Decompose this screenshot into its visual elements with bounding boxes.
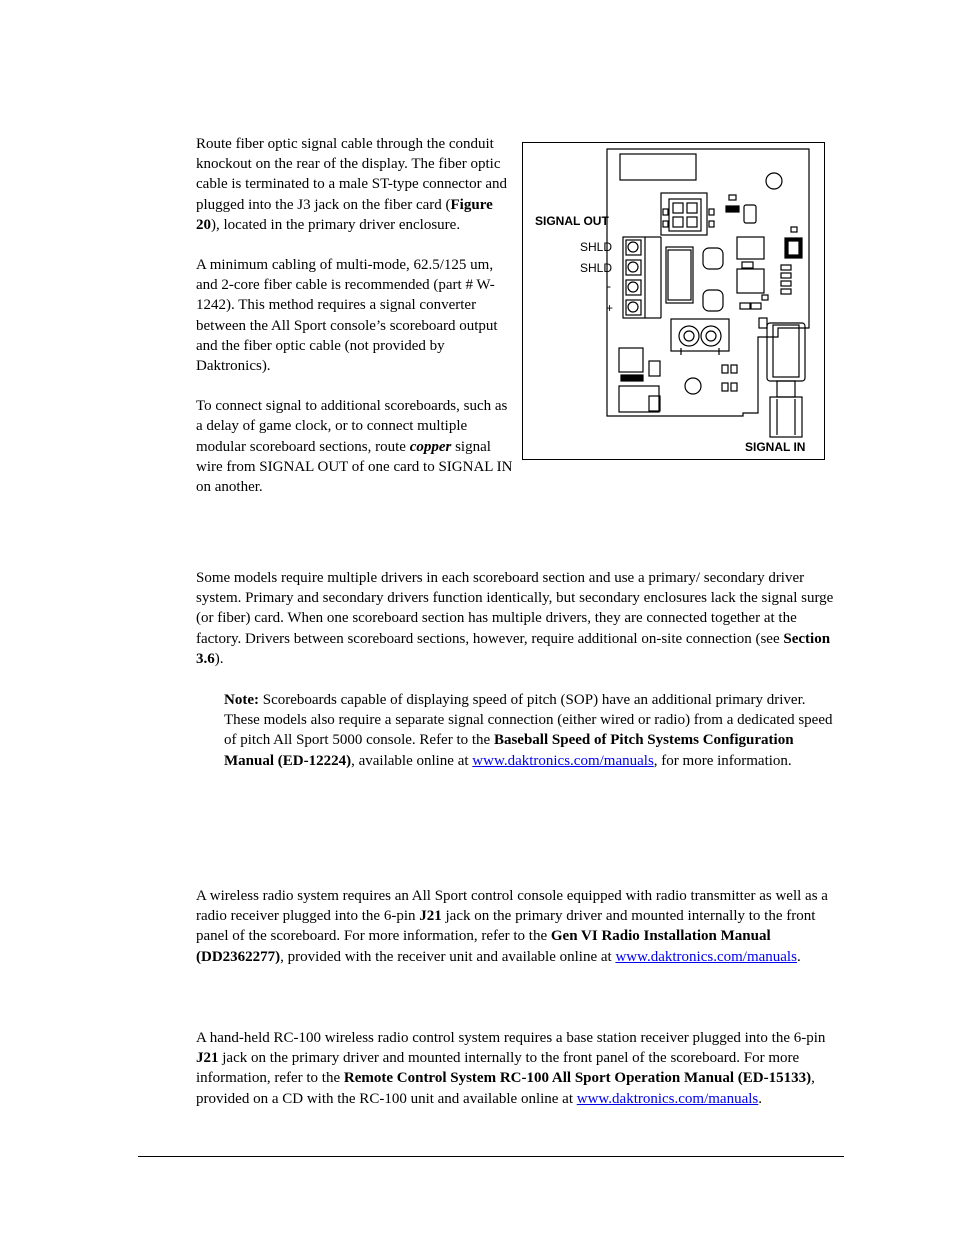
board-label-plate xyxy=(620,154,696,180)
fiber-card-figure xyxy=(522,142,825,460)
mounting-hole-top xyxy=(766,173,782,189)
shld-label-2: SHLD xyxy=(580,261,613,275)
fiber-signal-text xyxy=(196,134,514,497)
rc100-text: A hand-held RC-100 wireless radio control system requires a base station receiver plugged into the 6-pin J21 jack on the primary driver and mounted internally to the front panel of the scoreboard. For more information, refer to the Remote Control System RC-100 All Sport Operation Manual (ED-15133), provided on a CD with the RC-100 unit and available online at www.daktronics.com/manuals. xyxy=(196,1030,826,1107)
fiber-card-diagram xyxy=(523,143,826,461)
footer-divider xyxy=(138,1156,844,1157)
surge-module xyxy=(666,247,693,303)
radio-manual-title: Gen VI Radio Installation Manual (DD2362277) xyxy=(196,928,771,965)
sop-manual-title: Baseball Speed of Pitch Systems Configuration Manual (ED-12224) xyxy=(224,732,794,769)
primary-secondary-paragraph: Some models require multiple drivers in each scoreboard section and use a primary/ secondary driver system. Primary and secondary drivers function identically, but secondary enclosures lack the signal surge (or fiber) card. When one scoreboard section has multiple drivers, they are connected together at the factory. Drivers between scoreboard sections, however, require additional on-site connection (see Section 3.6). xyxy=(196,570,834,667)
minus-label: - xyxy=(607,279,611,293)
radio-manuals-link[interactable]: www.daktronics.com/manuals xyxy=(615,948,797,965)
daktronics-manuals-link[interactable]: www.daktronics.com/manuals xyxy=(472,752,654,769)
rc100-manuals-link[interactable]: www.daktronics.com/manuals xyxy=(576,1090,759,1107)
figure-reference: Figure 20 xyxy=(196,196,493,233)
capacitor-top xyxy=(744,205,756,223)
section-reference: Section 3.6 xyxy=(196,630,831,667)
fiber-paragraph-cabling: A minimum cabling of multi-mode, 62.5/125 um, and 2-core fiber cable is recommended (part # W-1242). This method requires a signal converter between the All Sport console’s scoreboard output and the fiber optic cable (not provided by Daktronics). xyxy=(196,257,498,375)
mounting-hole-bottom xyxy=(685,378,701,394)
fiber-paragraph-route: Route fiber optic signal cable through the conduit knockout on the rear of the display. The fiber optic cable is terminated to a male ST-type connector and plugged into the J3 jack on the fiber card (Figure 20), located in the primary driver enclosure. xyxy=(196,136,508,233)
signal-out-label: SIGNAL OUT xyxy=(535,214,609,228)
primary-secondary-text xyxy=(196,568,836,669)
fiber-jack-housing xyxy=(671,319,729,351)
fiber-paragraph-copper: To connect signal to additional scoreboards, such as a delay of game clock, or to connect multiple modular scoreboard sections, route copper signal wire from SIGNAL OUT of one card to SIGNAL IN on another. xyxy=(196,398,513,496)
copper-emphasis: copper xyxy=(409,438,452,455)
rc100-j21-jack: J21 xyxy=(196,1050,219,1067)
j21-jack: J21 xyxy=(419,908,442,925)
sop-note: Note: Scoreboards capable of displaying speed of pitch (SOP) have an additional primary driver. These models also require a separate signal connection (either wired or radio) from a dedicated speed of pitch All Sport 5000 console. Refer to the Baseball Speed of Pitch Systems Configuration Manual (ED-12224), available online at www.daktronics.com/manuals, for more information. xyxy=(224,692,833,769)
diode xyxy=(726,206,739,212)
radio-system-text: A wireless radio system requires an All Sport control console equipped with radio transmitter as well as a radio receiver plugged into the 6-pin J21 jack on the primary driver and mounted internally to the front panel of the scoreboard. For more information, refer to the Gen VI Radio Installation Manual (DD2362277), provided with the receiver unit and available online at www.daktronics.com/manuals. xyxy=(196,888,828,965)
rc100-manual-title: Remote Control System RC-100 All Sport Operation Manual (ED-15133) xyxy=(343,1070,812,1087)
note-label: Note: xyxy=(224,692,259,708)
shld-label-1: SHLD xyxy=(580,240,613,254)
plus-label: + xyxy=(606,301,614,315)
signal-in-label: SIGNAL IN xyxy=(745,440,806,454)
